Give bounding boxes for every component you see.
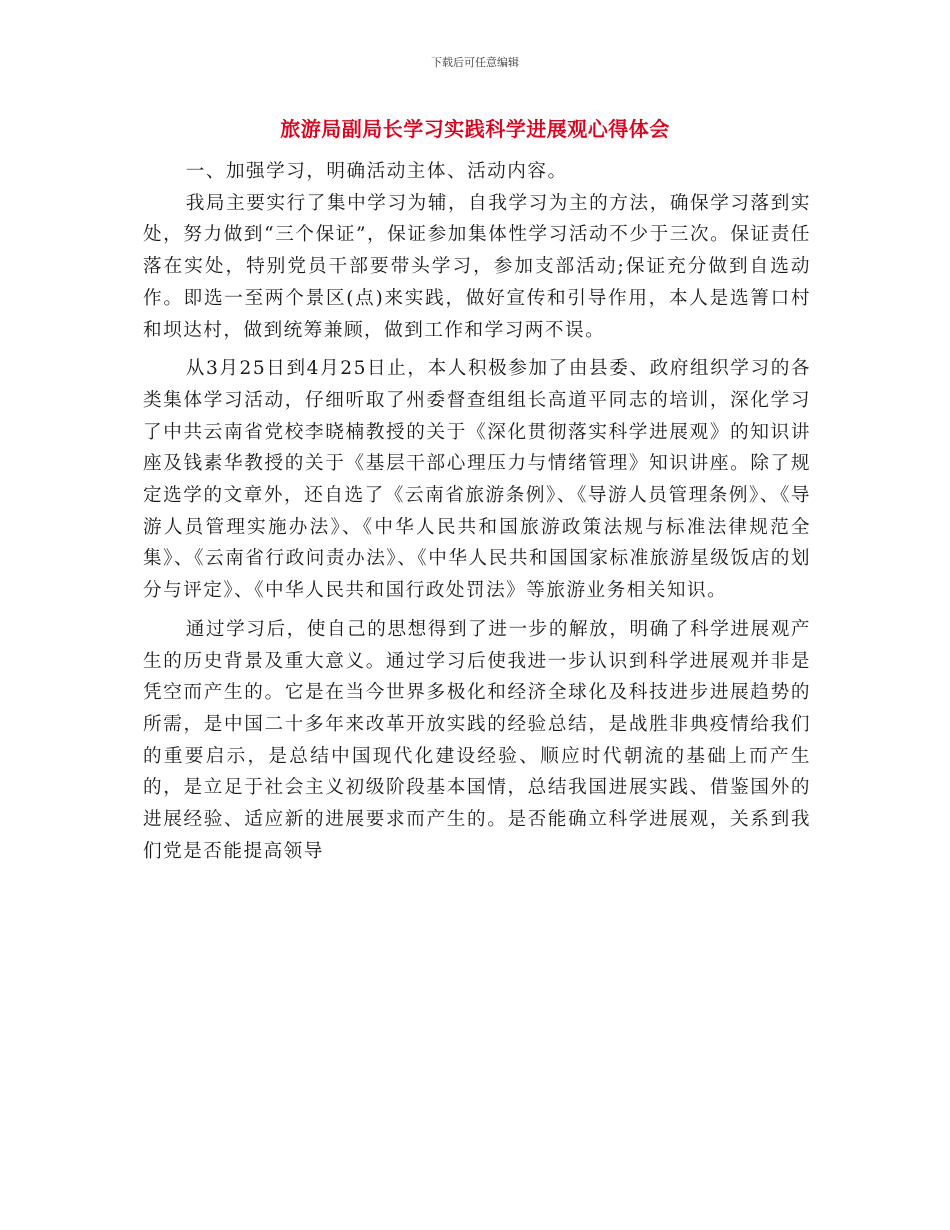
header-note: 下载后可任意编辑	[431, 56, 519, 69]
paragraph-4: 通过学习后，使自己的思想得到了进一步的解放，明确了科学进展观产生的历史背景及重大意义。通过学习后使我进一步认识到科学进展观并非是凭空而产生的。它是在当今世界多极化和经济全球化及科技进步进展趋势的所需，是中国二十多年来改革开放实践的经验总结，是战胜非典疫情给我们的重要启示，是总结中国现代化建设经验、顺应时代朝流的基础上而产生的，是立足于社会主义初级阶段基本国情，总结我国进展实践、借鉴国外的进展经验、适应新的进展要求而产生的。是否能确立科学进展观，关系到我们党是否能提高领导	[143, 618, 811, 862]
paragraph-1: 一、加强学习，明确活动主体、活动内容。	[185, 161, 568, 182]
document-body	[143, 156, 811, 867]
paragraph-3: 从3月25日到4月25日止，本人积极参加了由县委、政府组织学习的各类集体学习活动，仔细听取了州委督查组组长高道平同志的培训，深化学习了中共云南省党校李晓楠教授的关于《深化贯彻落实科学进展观》的知识讲座及钱素华教授的关于《基层干部心理压力与情绪管理》知识讲座。除了规定选学的文章外，还自选了《云南省旅游条例》、《导游人员管理条例》、《导游人员管理实施办法》、《中华人民共和国旅游政策法规与标准法律规范全集》、《云南省行政问责办法》、《中华人民共和国国家标准旅游星级饭店的划分与评定》、《中华人民共和国行政处罚法》等旅游业务相关知识。	[143, 358, 811, 602]
document-title: 旅游局副局长学习实践科学进展观心得体会	[280, 117, 670, 141]
paragraph-2: 我局主要实行了集中学习为辅，自我学习为主的方法，确保学习落到实处，努力做到“三个保证”，保证参加集体性学习活动不少于三次。保证责任落在实处，特别党员干部要带头学习，参加支部活动;保证充分做到自选动作。即选一至两个景区(点)来实践，做好宣传和引导作用，本人是选箐口村和坝达村，做到统筹兼顾，做到工作和学习两不误。	[143, 192, 811, 341]
